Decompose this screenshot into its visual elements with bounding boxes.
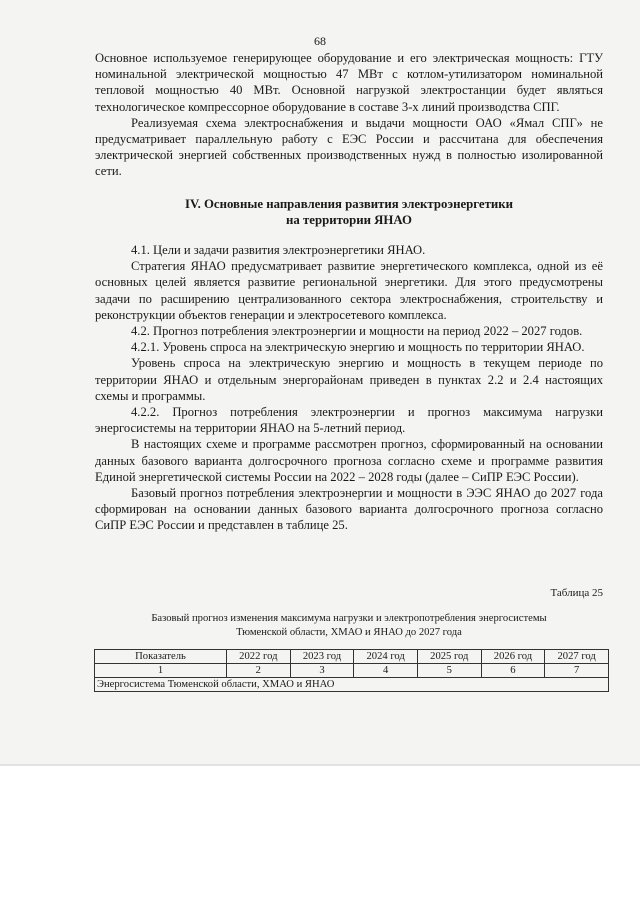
table-title-line-2: Тюменской области, ХМАО и ЯНАО до 2027 года	[236, 626, 462, 638]
header-2023: 2023 год	[290, 650, 354, 664]
header-2027: 2027 год	[545, 650, 609, 664]
forecast-table	[94, 649, 609, 692]
section-body	[95, 242, 603, 534]
paragraph-base-forecast: Базовый прогноз потребления электроэнергии и мощности в ЭЭС ЯНАО до 2027 года сформирован на основании данных базового варианта долгосрочного прогноза согласно СиПР ЕЭС России и представлен в таблице 25.	[95, 486, 603, 533]
header-indicator: Показатель	[95, 650, 227, 664]
table-header-row	[95, 650, 609, 664]
column-number-5: 5	[417, 664, 481, 678]
intro-paragraph-power-scheme: Реализуемая схема электроснабжения и выдачи мощности ОАО «Ямал СПГ» не предусматривает параллельную работу с ЕЭС России и рассчитана для обеспечения электрической энергией собственных производственных нужд в полностью изолированной сети.	[95, 115, 603, 179]
section-heading-line-1: IV. Основные направления развития электроэнергетики	[185, 197, 513, 211]
intro-paragraph-equipment: Основное используемое генерирующее оборудование и его электрическая мощность: ГТУ номинальной электрической мощностью 47 МВт с котлом-утилизатором номинальной тепловой мощностью 40 МВт. Основной нагрузкой электростанции будет являться технологическое компрессорное оборудование в составе 3-х линий производства СПГ.	[95, 51, 603, 114]
section-heading	[95, 196, 603, 228]
column-number-1: 1	[95, 664, 227, 678]
paragraph-4-2-2: 4.2.2. Прогноз потребления электроэнергии и прогноз максимума нагрузки энергосистемы на территории ЯНАО на 5-летний период.	[95, 405, 603, 436]
page-number: 68	[314, 34, 326, 48]
column-number-7: 7	[545, 664, 609, 678]
column-number-3: 3	[290, 664, 354, 678]
paragraph-4-1: 4.1. Цели и задачи развития электроэнергетики ЯНАО.	[131, 243, 426, 257]
column-number-2: 2	[227, 664, 291, 678]
scan-bottom-edge	[0, 764, 640, 766]
paragraph-4-2-1: 4.2.1. Уровень спроса на электрическую энергию и мощность по территории ЯНАО.	[131, 340, 585, 355]
table-numbering-row	[95, 664, 609, 678]
paragraph-4-2: 4.2. Прогноз потребления электроэнергии и мощности на период 2022 – 2027 годов.	[131, 324, 583, 339]
table-group-row	[95, 678, 609, 692]
header-2022: 2022 год	[227, 650, 291, 664]
column-number-4: 4	[354, 664, 418, 678]
column-number-6: 6	[481, 664, 545, 678]
table-caption: Таблица 25	[550, 587, 603, 599]
group-row-label: Энергосистема Тюменской области, ХМАО и ЯНАО	[95, 678, 609, 692]
table-title	[95, 612, 603, 639]
header-2024: 2024 год	[354, 650, 418, 664]
paragraph-strategy: Стратегия ЯНАО предусматривает развитие энергетического комплекса, одной из её основных целей является развитие региональной энергетики. Для этого предусмотрены задачи по расширению централизованного сектора электроснабжения, строительству и реконструкции объектов генерации и электросетевого комплекса.	[95, 259, 603, 322]
paragraph-demand-level: Уровень спроса на электрическую энергию и мощность в текущем периоде по территории ЯНАО и отдельным энергорайонам приведен в пунктах 2.2 и 2.4 настоящих схемы и программы.	[95, 356, 603, 403]
section-heading-line-2: на территории ЯНАО	[286, 213, 412, 227]
header-2026: 2026 год	[481, 650, 545, 664]
paragraph-forecast-basis: В настоящих схеме и программе рассмотрен прогноз, сформированный на основании данных базового варианта долгосрочного прогноза согласно схеме и программе развития Единой энергетической системы России на 2022 – 2028 годы (далее – СиПР ЕЭС России).	[95, 437, 603, 484]
table-title-line-1: Базовый прогноз изменения максимума нагрузки и электропотребления энергосистемы	[151, 613, 547, 624]
intro-text	[95, 50, 603, 180]
header-2025: 2025 год	[417, 650, 481, 664]
